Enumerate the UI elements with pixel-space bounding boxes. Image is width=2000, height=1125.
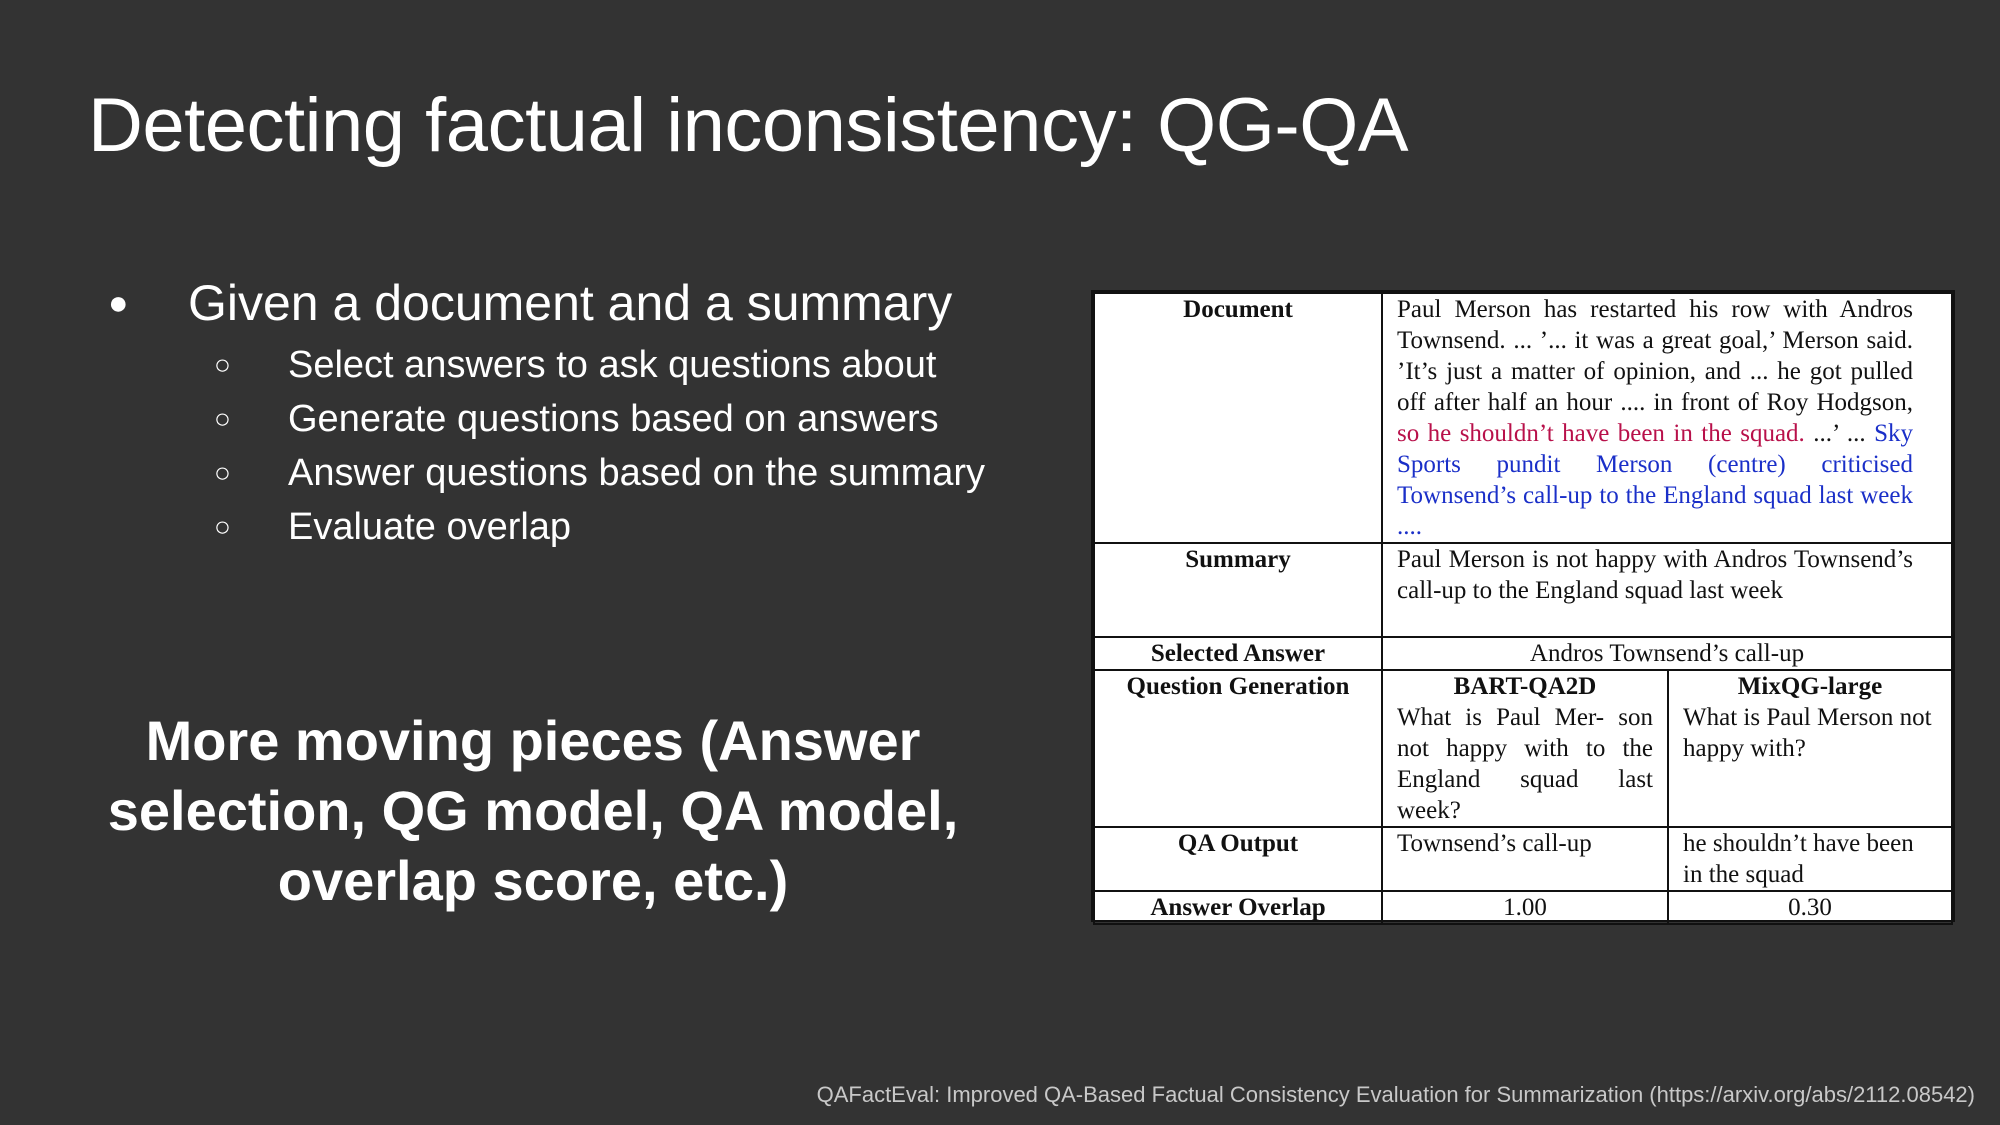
callout-text: More moving pieces (Answer selection, QG model, QA model, overlap score, etc.)	[107, 709, 959, 912]
summary-text: Paul Merson is not happy with Andros Townsend’s call-up to the England squad last week	[1382, 543, 1952, 637]
answer-overlap-label: Answer Overlap	[1094, 891, 1382, 924]
hollow-bullet-icon: ○	[214, 511, 231, 542]
sub-bullet-text: Evaluate overlap	[288, 506, 572, 548]
slide-title: Detecting factual inconsistency: QG-QA	[88, 83, 1409, 168]
summary-label: Summary	[1094, 543, 1382, 637]
sub-bullet-text: Select answers to ask questions about	[288, 344, 937, 386]
sub-bullet	[108, 392, 985, 446]
selected-answer-label: Selected Answer	[1094, 637, 1382, 670]
document-text	[1382, 293, 1952, 543]
model-b-question: What is Paul Merson not happy with?	[1683, 704, 1932, 762]
table-row-qa-output	[1094, 827, 1952, 891]
document-text-blue: Sky Sports pundit Merson (centre) criticised Townsend’s call-up to the England squad last week ....	[1397, 420, 1913, 540]
table-row-document	[1094, 293, 1952, 543]
bullet-list	[108, 268, 985, 554]
sub-bullet-text: Answer questions based on the summary	[288, 452, 986, 494]
question-generation-label: Question Generation	[1094, 670, 1382, 827]
table-row-answer-overlap	[1094, 891, 1952, 924]
document-text-plain: Paul Merson has restarted his row with Andros Townsend. ... ’... it was a great goal,’ Merson said. ’It’s just a matter of opinion, and ... he got pulled off after half an hour .... in front of Roy Hodgson,	[1397, 296, 1913, 416]
hollow-bullet-icon: ○	[214, 349, 231, 380]
table-row-summary	[1094, 543, 1952, 637]
sub-bullet	[108, 446, 985, 500]
table-row-selected-answer	[1094, 637, 1952, 670]
answer-overlap-b: 0.30	[1668, 891, 1952, 924]
qa-output-b: he shouldn’t have been in the squad	[1668, 827, 1952, 891]
table-row-question-generation	[1094, 670, 1952, 827]
qa-output-label: QA Output	[1094, 827, 1382, 891]
model-a-cell	[1382, 670, 1668, 827]
model-a-name: BART-QA2D	[1453, 673, 1597, 700]
sub-bullet	[108, 338, 985, 392]
model-b-cell	[1668, 670, 1952, 827]
hollow-bullet-icon: ○	[214, 457, 231, 488]
model-b-name: MixQG-large	[1737, 673, 1883, 700]
document-text-red: so he shouldn’t have been in the squad.	[1397, 420, 1805, 447]
qa-output-a: Townsend’s call-up	[1382, 827, 1668, 891]
bullet-main	[108, 268, 985, 338]
hollow-bullet-icon: ○	[214, 403, 231, 434]
filled-bullet-icon: ●	[108, 284, 129, 322]
sub-bullet-text: Generate questions based on answers	[288, 398, 939, 440]
answer-overlap-a: 1.00	[1382, 891, 1668, 924]
sub-bullet	[108, 500, 985, 554]
citation-footnote: QAFactEval: Improved QA-Based Factual Consistency Evaluation for Summarization (https://arxiv.org/abs/2112.08542)	[816, 1082, 1975, 1107]
example-table-grid	[1093, 292, 1953, 925]
model-a-question: What is Paul Mer- son not happy with to the England squad last week?	[1397, 704, 1653, 824]
document-label: Document	[1094, 293, 1382, 543]
document-text-mid: ...’ ...	[1813, 420, 1866, 447]
bullet-main-text: Given a document and a summary	[188, 275, 953, 331]
selected-answer-value: Andros Townsend’s call-up	[1382, 637, 1952, 670]
example-table	[1091, 290, 1955, 922]
